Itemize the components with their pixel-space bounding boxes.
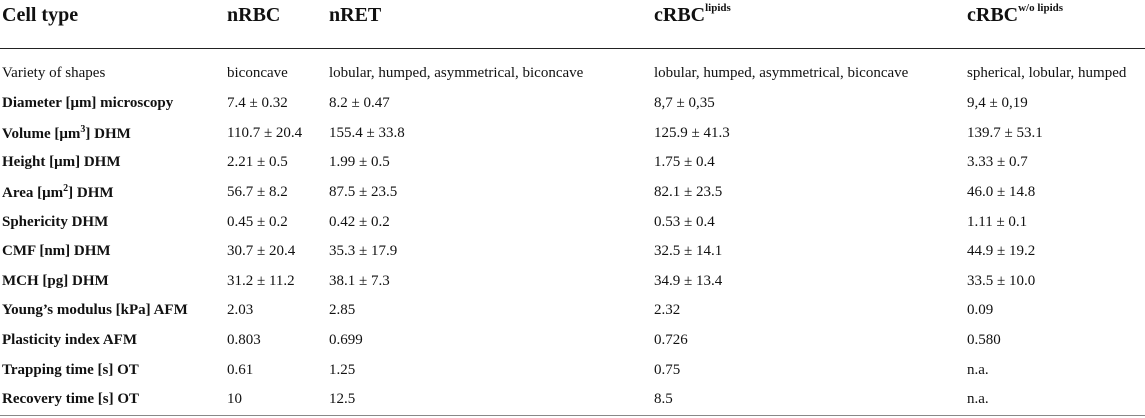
row-label [0,178,225,208]
row-label: Height [μm] DHM [2,154,121,171]
cell-crbc-wo-lipids: 46.0 ± 14.8 [967,184,1036,201]
cell-nrbc: 56.7 ± 8.2 [227,184,288,201]
cell-crbc-wo-lipids: 44.9 ± 19.2 [967,243,1036,260]
row-label: Trapping time [s] OT [2,361,139,378]
cell-nrbc: 0.803 [227,332,261,349]
row-label: CMF [nm] DHM [2,243,111,260]
table-row [0,89,1145,119]
cell-crbc-wo-lipids: 139.7 ± 53.1 [967,124,1043,141]
cell-crbc-wo-lipids: spherical, lobular, humped [967,64,1127,81]
table-row [0,385,1145,415]
header-nret: nRET [327,0,652,49]
row-label-post: ] DHM [68,185,114,202]
header-row [0,0,1145,49]
header-crbc-lipids-sup: lipids [705,2,731,15]
cell-nrbc: 31.2 ± 11.2 [227,272,295,289]
cell-nret: 1.99 ± 0.5 [329,154,390,171]
row-label-sup: 2 [63,183,69,195]
row-label-sup: 3 [80,123,86,135]
cell-nret: 0.699 [329,332,363,349]
cell-nrbc: 2.03 [227,302,254,319]
cell-crbc-lipids: 0.75 [654,361,681,378]
cell-nrbc: 10 [225,385,327,415]
cell-crbc-lipids: 32.5 ± 14.1 [654,243,723,260]
table-row [0,296,1145,326]
cell-nrbc: 30.7 ± 20.4 [227,243,296,260]
header-crbc-wo-lipids [965,0,1145,49]
table-row [0,237,1145,267]
cell-crbc-lipids: 8.5 [652,385,965,415]
cell-nrbc: 7.4 ± 0.32 [227,95,288,112]
cell-nret: lobular, humped, asymmetrical, biconcave [329,64,584,81]
cell-nret: 35.3 ± 17.9 [329,243,398,260]
row-label-post: ] DHM [85,125,131,142]
row-label-pre: Area [μm [2,185,64,202]
row-label: Variety of shapes [2,64,106,81]
row-label-pre: Volume [μm [2,125,81,142]
cell-crbc-wo-lipids: 0.580 [967,332,1001,349]
cell-nrbc: biconcave [227,64,288,81]
table-row [0,207,1145,237]
header-crbc-wo-sup: w/o lipids [1018,2,1064,15]
cell-crbc-lipids: 8,7 ± 0,35 [654,95,715,112]
header-crbc-wo-base: cRBC [967,4,1019,26]
row-label: MCH [pg] DHM [2,272,109,289]
cell-nret: 87.5 ± 23.5 [329,184,398,201]
cell-crbc-wo-lipids: 0.09 [967,302,994,319]
table-row [0,119,1145,149]
cell-nret: 12.5 [327,385,652,415]
table-row [0,148,1145,178]
cell-crbc-lipids: 1.75 ± 0.4 [654,154,715,171]
row-label [0,119,225,149]
cell-crbc-lipids: 125.9 ± 41.3 [654,124,730,141]
cell-nret: 0.42 ± 0.2 [329,213,390,230]
cell-crbc-wo-lipids: 3.33 ± 0.7 [967,154,1028,171]
header-crbc-lipids [652,0,965,49]
table-row [0,49,1145,90]
cell-nrbc: 0.45 ± 0.2 [227,213,288,230]
row-label: Diameter [μm] microscopy [2,95,174,112]
table-row [0,326,1145,356]
header-crbc-lipids-base: cRBC [654,4,706,26]
cell-nret: 8.2 ± 0.47 [329,95,390,112]
cell-nret: 2.85 [329,302,356,319]
cell-nret: 1.25 [329,361,356,378]
cell-crbc-lipids: lobular, humped, asymmetrical, biconcave [654,64,909,81]
cell-crbc-wo-lipids: 9,4 ± 0,19 [967,95,1028,112]
cell-crbc-lipids: 2.32 [654,302,681,319]
table-row [0,178,1145,208]
cell-nret: 38.1 ± 7.3 [329,272,390,289]
cell-crbc-lipids: 0.53 ± 0.4 [654,213,715,230]
cell-nrbc: 0.61 [227,361,254,378]
cell-nrbc: 2.21 ± 0.5 [227,154,288,171]
header-cell-type: Cell type [0,0,225,49]
cell-crbc-wo-lipids: 1.11 ± 0.1 [967,213,1028,230]
cell-crbc-wo-lipids: n.a. [965,385,1145,415]
cell-nret: 155.4 ± 33.8 [329,124,405,141]
cell-crbc-lipids: 82.1 ± 23.5 [654,184,723,201]
table-row [0,267,1145,297]
table-row [0,355,1145,385]
header-nrbc: nRBC [225,0,327,49]
row-label: Plasticity index AFM [2,332,137,349]
cell-crbc-wo-lipids: 33.5 ± 10.0 [967,272,1036,289]
row-label: Sphericity DHM [2,213,109,230]
cell-nrbc: 110.7 ± 20.4 [227,124,303,141]
row-label: Young’s modulus [kPa] AFM [2,302,188,319]
cell-crbc-lipids: 34.9 ± 13.4 [654,272,723,289]
cell-crbc-wo-lipids: n.a. [967,361,989,378]
row-label: Recovery time [s] OT [0,385,225,415]
cell-crbc-lipids: 0.726 [654,332,688,349]
